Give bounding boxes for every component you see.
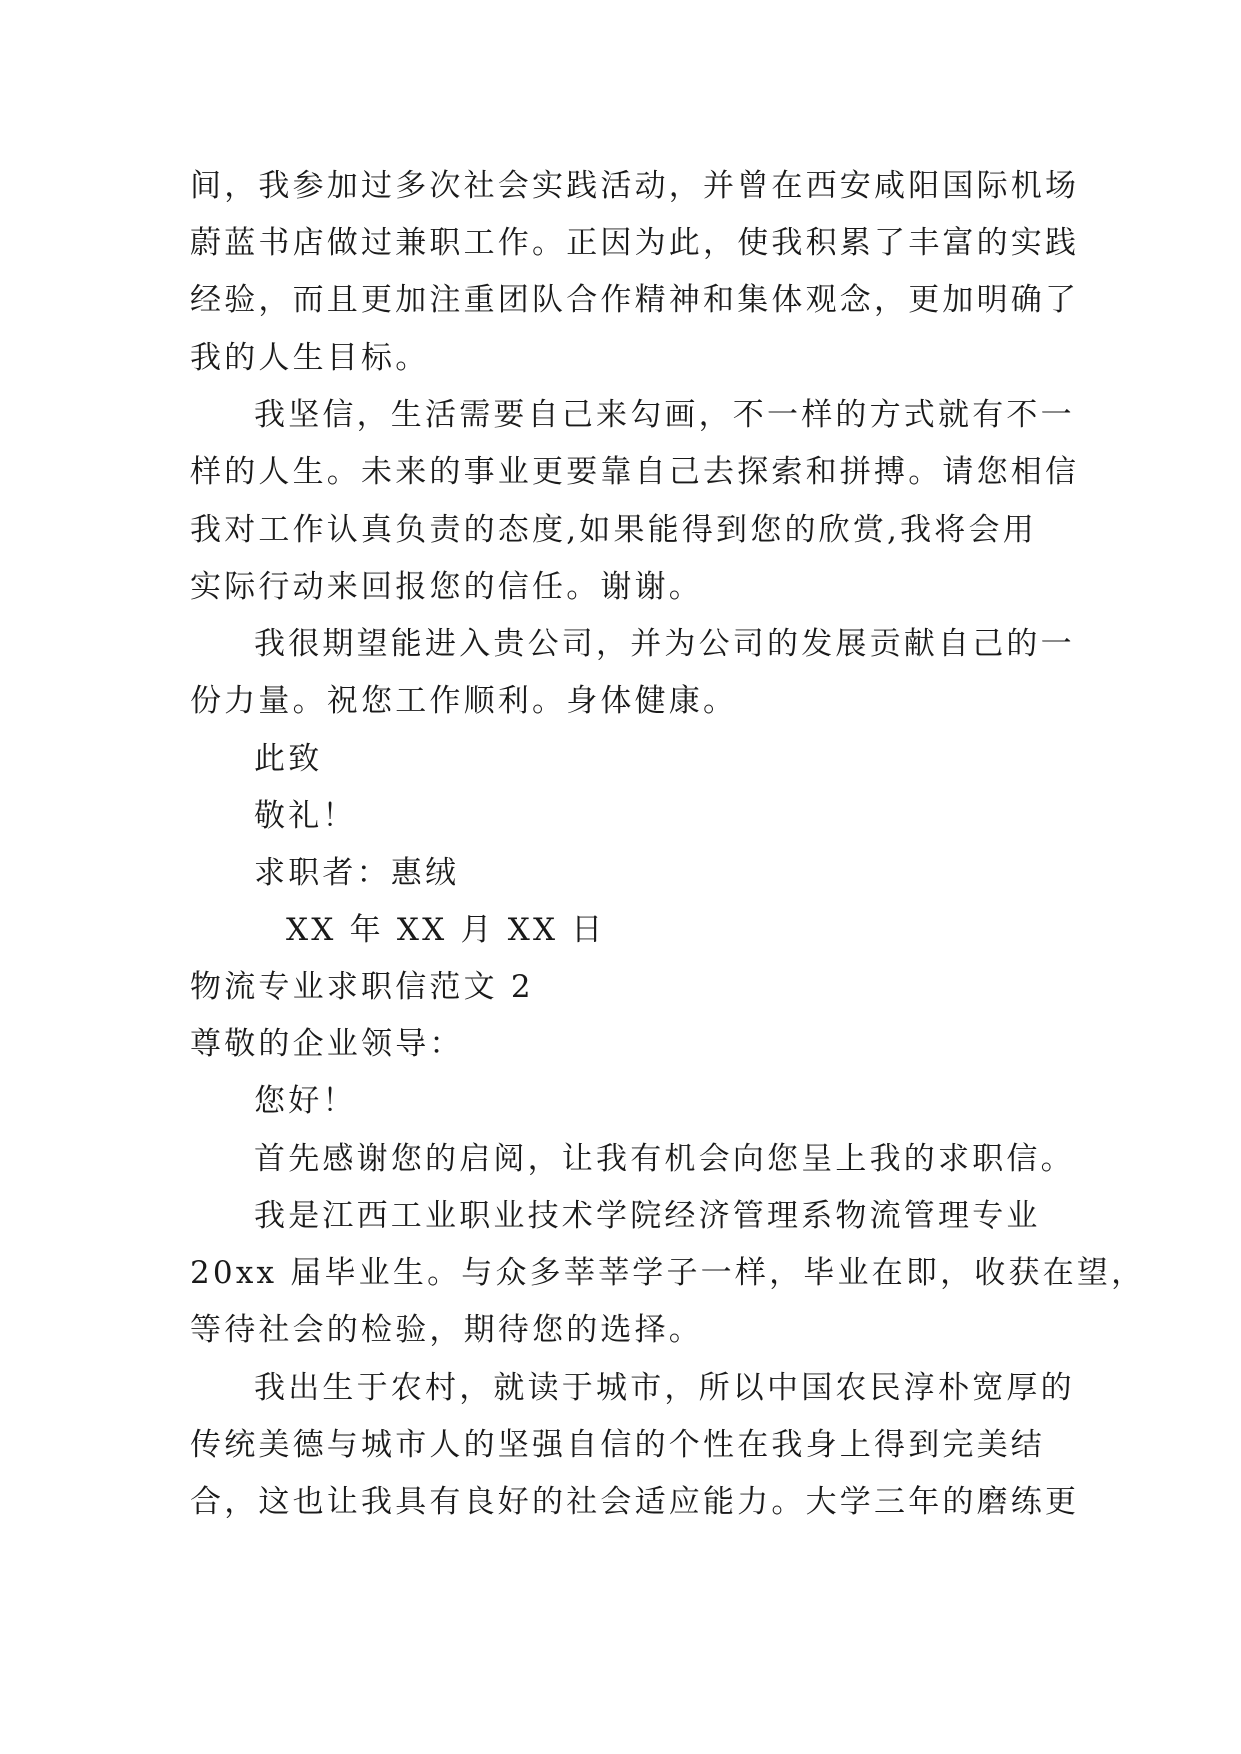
paragraph-line: 实际行动来回报您的信任。谢谢。 (190, 569, 703, 605)
section-title: 物流专业求职信范文 2 (190, 969, 534, 1005)
paragraph-line: 首先感谢您的启阅，让我有机会向您呈上我的求职信。 (254, 1141, 1075, 1177)
paragraph-line: 间，我参加过多次社会实践活动，并曾在西安咸阳国际机场 (190, 168, 1080, 204)
paragraph-line: 样的人生。未来的事业更要靠自己去探索和拼搏。请您相信 (190, 454, 1080, 490)
greeting: 您好！ (254, 1083, 357, 1119)
paragraph-line: 我很期望能进入贵公司，并为公司的发展贡献自己的一 (254, 626, 1075, 662)
paragraph-line: 我是江西工业职业技术学院经济管理系物流管理专业 (254, 1198, 1041, 1234)
greeting-recipient: 尊敬的企业领导： (190, 1026, 464, 1062)
paragraph-line: 经验，而且更加注重团队合作精神和集体观念，更加明确了 (190, 282, 1080, 318)
paragraph-line: 传统美德与城市人的坚强自信的个性在我身上得到完美结 (190, 1427, 1045, 1463)
paragraph-line: 我对工作认真负责的态度,如果能得到您的欣赏,我将会用 (190, 512, 1037, 548)
closing-regards: 敬礼！ (254, 798, 357, 834)
paragraph-line: 合，这也让我具有良好的社会适应能力。大学三年的磨练更 (190, 1484, 1080, 1520)
closing-salutation: 此致 (254, 741, 323, 777)
letter-date: XX 年 XX 月 XX 日 (286, 912, 606, 948)
paragraph-line: 蔚蓝书店做过兼职工作。正因为此，使我积累了丰富的实践 (190, 225, 1080, 261)
paragraph-line: 我坚信，生活需要自己来勾画，不一样的方式就有不一 (254, 397, 1075, 433)
paragraph-line: 等待社会的检验，期待您的选择。 (190, 1312, 703, 1348)
paragraph-line: 20xx 届毕业生。与众多莘莘学子一样，毕业在即，收获在望， (190, 1255, 1146, 1291)
paragraph-line: 我的人生目标。 (190, 340, 430, 376)
paragraph-line: 我出生于农村，就读于城市，所以中国农民淳朴宽厚的 (254, 1370, 1075, 1406)
paragraph-line: 份力量。祝您工作顺利。身体健康。 (190, 683, 738, 719)
applicant-signature: 求职者：惠绒 (254, 855, 460, 891)
